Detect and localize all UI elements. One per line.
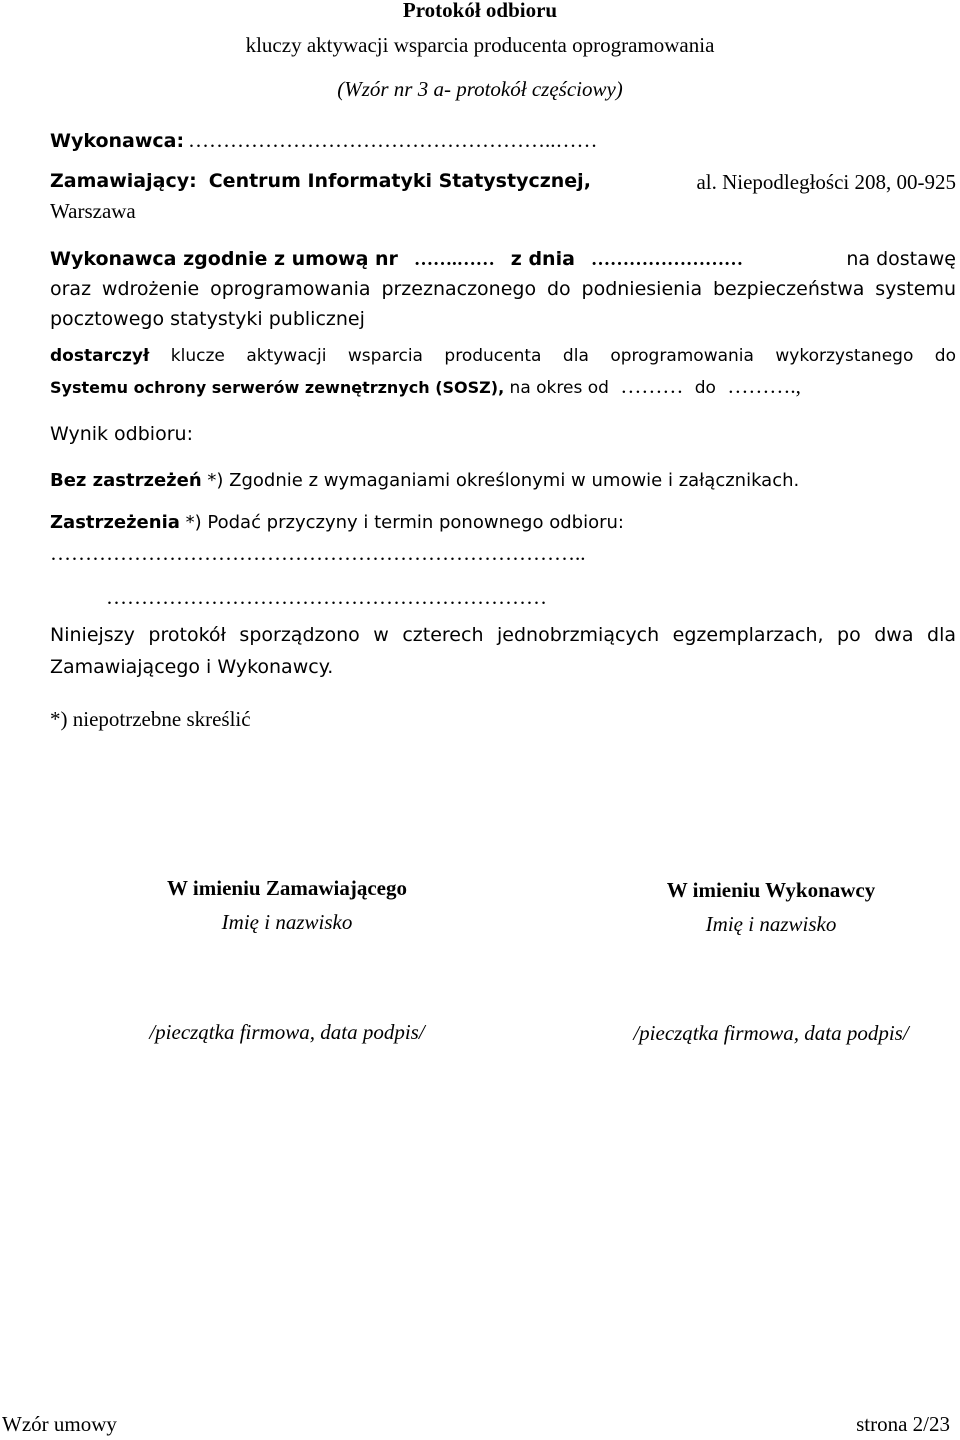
signature-right-heading: W imieniu Wykonawcy bbox=[666, 878, 876, 902]
result-option-2 bbox=[50, 512, 624, 533]
signature-left-stamp: /pieczątka firmowa, data podpis/ bbox=[149, 1020, 425, 1044]
period-to-label: do bbox=[694, 378, 716, 398]
period-label: na okres od bbox=[509, 378, 609, 398]
document-subtitle: kluczy aktywacji wsparcia producenta oprogramowania bbox=[245, 33, 715, 57]
agreement-number-dots: …….…… bbox=[413, 249, 495, 270]
footnote: *) niepotrzebne skreślić bbox=[50, 707, 251, 731]
agreement-date-dots: …………………… bbox=[590, 249, 743, 270]
client-line bbox=[50, 170, 956, 192]
reservation-dots-2: ……………………………………………………… bbox=[106, 585, 547, 609]
agreement-date-label: z dnia bbox=[510, 248, 575, 270]
contractor-dots: ……………………………………………..…… bbox=[188, 128, 598, 152]
client-name: Centrum Informatyki Statystycznej, bbox=[208, 170, 591, 192]
result-option-1 bbox=[50, 470, 799, 491]
option1-rest: *) Zgodnie z wymaganiami określonymi w umowie i załącznikach. bbox=[207, 470, 800, 491]
signature-left-name: Imię i nazwisko bbox=[221, 910, 353, 934]
closing-line-2: Zamawiającego i Wykonawcy. bbox=[50, 656, 334, 678]
delivery-bold-word: dostarczył bbox=[50, 346, 150, 366]
client-label: Zamawiający: bbox=[50, 170, 197, 192]
page-number: strona 2/23 bbox=[856, 1412, 950, 1436]
footer-left: Wzór umowy bbox=[2, 1412, 117, 1436]
client-address-city: Warszawa bbox=[50, 199, 136, 223]
agreement-line-1 bbox=[50, 248, 956, 271]
client-address: al. Niepodległości 208, 00-925 bbox=[696, 170, 956, 194]
delivery-line-2 bbox=[50, 374, 801, 399]
signature-left-heading: W imieniu Zamawiającego bbox=[167, 876, 407, 900]
delivery-line1-rest: klucze aktywacji wsparcia producenta dla oprogramowania wykorzystanego do bbox=[170, 346, 956, 366]
option1-bold: Bez zastrzeżeń bbox=[50, 470, 202, 491]
form-note: (Wzór nr 3 a- protokół częściowy) bbox=[337, 77, 623, 101]
reservation-dots-1: ………………………………………………………………….. bbox=[50, 541, 586, 565]
system-name: Systemu ochrony serwerów zewnętrznych (SOSZ), bbox=[50, 378, 505, 397]
result-heading: Wynik odbioru: bbox=[50, 423, 193, 445]
document-title: Protokół odbioru bbox=[402, 0, 558, 22]
agreement-line-3: pocztowego statystyki publicznej bbox=[50, 308, 365, 330]
agreement-line-2: oraz wdrożenie oprogramowania przeznaczonego do podniesienia bezpieczeństwa systemu bbox=[50, 278, 956, 300]
closing-line-1: Niniejszy protokół sporządzono w czterech jednobrzmiących egzemplarzach, po dwa dla bbox=[50, 624, 956, 646]
period-from-dots: ……… bbox=[620, 374, 684, 398]
signature-right-stamp: /pieczątka firmowa, data podpis/ bbox=[633, 1021, 909, 1045]
signature-right-name: Imię i nazwisko bbox=[705, 912, 837, 936]
contractor-label: Wykonawca: bbox=[50, 130, 185, 152]
agreement-intro: Wykonawca zgodnie z umową nr bbox=[50, 248, 398, 270]
option2-rest: *) Podać przyczyny i termin ponownego odbioru: bbox=[185, 512, 624, 533]
option2-bold: Zastrzeżenia bbox=[50, 512, 180, 533]
period-to-dots: ………., bbox=[727, 374, 801, 398]
delivery-line-1 bbox=[50, 346, 956, 366]
agreement-line1-end: na dostawę bbox=[846, 248, 956, 270]
